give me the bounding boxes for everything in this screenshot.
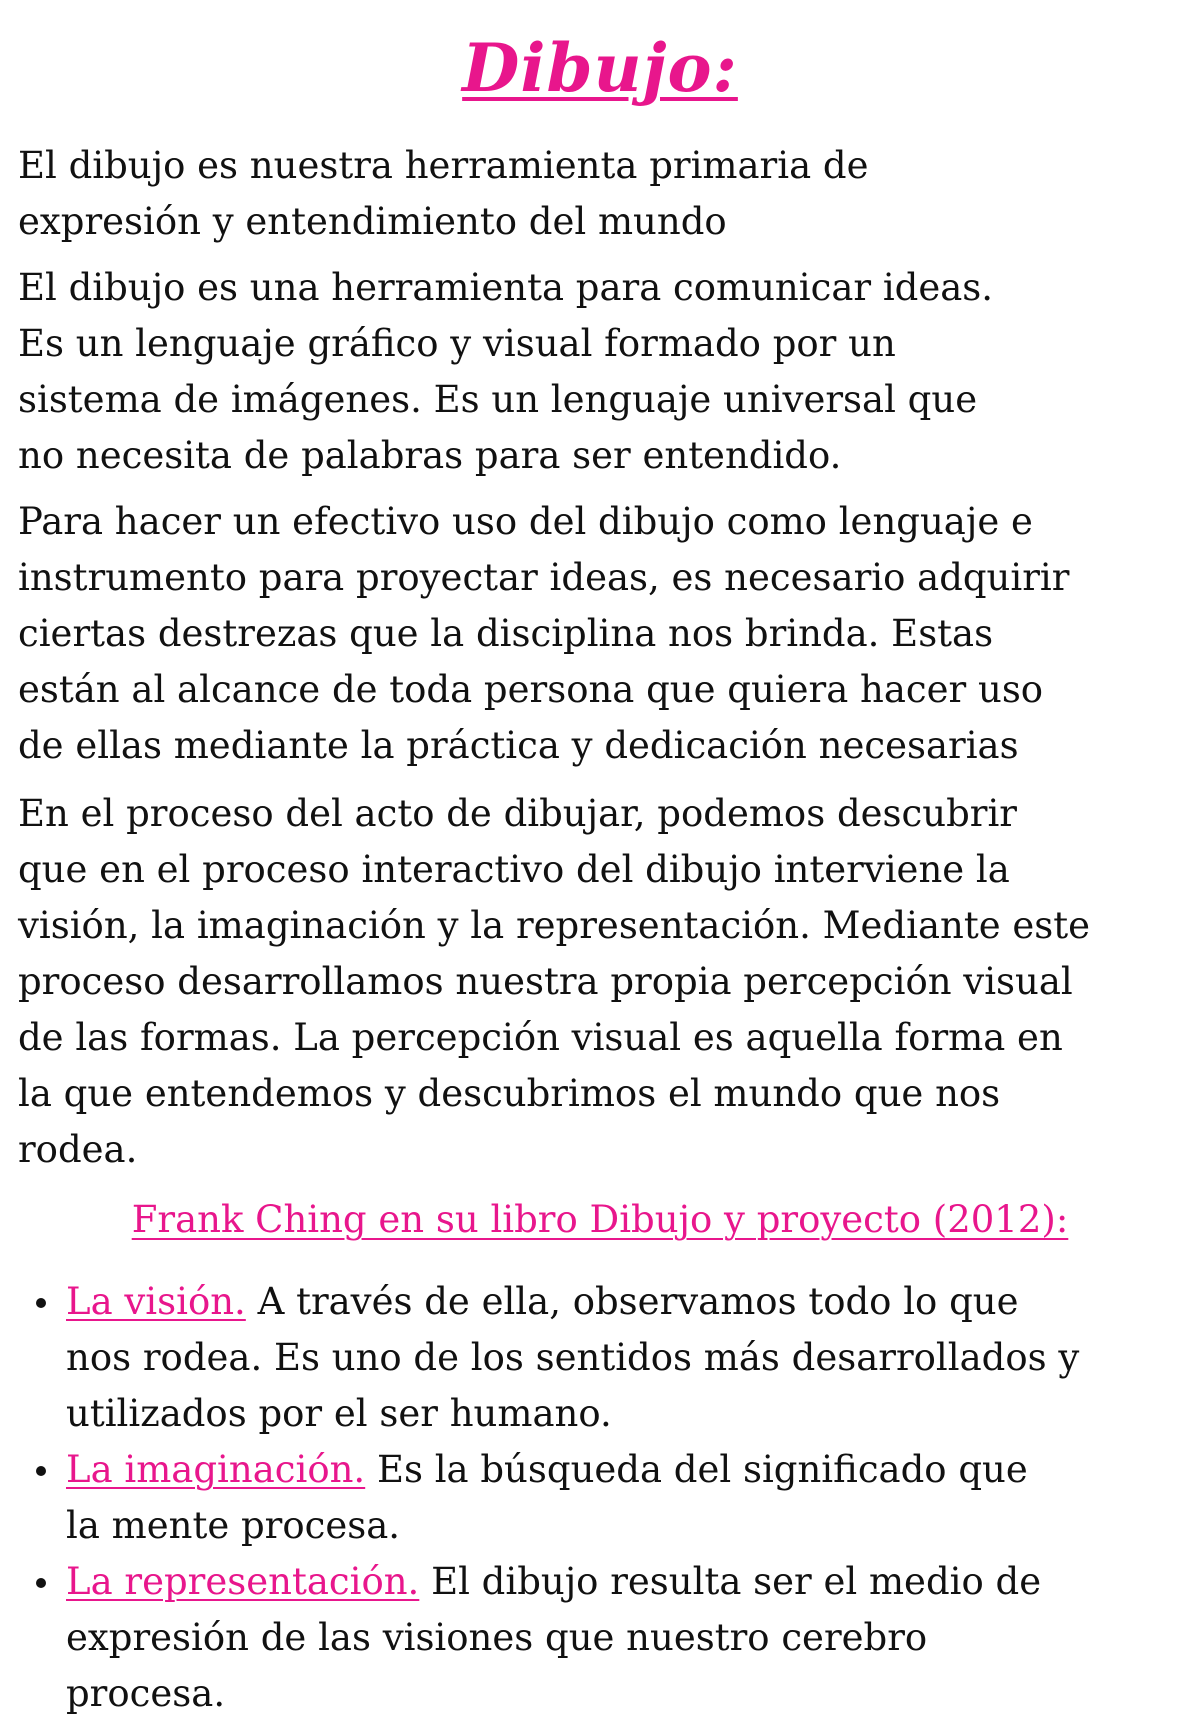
definition-imagination: Es la búsqueda del significado que la mente procesa. [66, 1448, 1028, 1547]
bullet-icon [36, 1578, 46, 1588]
term-vision: La visión. [66, 1280, 246, 1323]
paragraph-skills: Para hacer un efectivo uso del dibujo como lenguaje e instrumento para proyectar ideas, es necesario adquirir ciertas destrezas que la disciplina nos brinda. Estas están al alcance de toda persona que quiera hacer uso de ellas mediante la práctica y dedicación necesarias [18, 500, 1070, 767]
term-imagination: La imaginación. [66, 1448, 366, 1491]
section-subtitle: Frank Ching en su libro Dibujo y proyecto (2012): [131, 1198, 1069, 1241]
paragraph-definition: El dibujo es nuestra herramienta primaria de expresión y entendimiento del mundo [18, 144, 869, 243]
definition-vision: A través de ella, observamos todo lo que nos rodea. Es uno de los sentidos más desarrollados y utilizados por el ser humano. [66, 1280, 1080, 1435]
list-item-representation [66, 1554, 1186, 1722]
term-representation: La representación. [66, 1560, 420, 1603]
list-item-vision [66, 1274, 1186, 1442]
bullet-icon [36, 1466, 46, 1476]
bullet-icon [36, 1298, 46, 1308]
page-title: Dibujo: [462, 29, 738, 107]
list-item-imagination [66, 1442, 1186, 1554]
definition-representation: El dibujo resulta ser el medio de expresión de las visiones que nuestro cerebro procesa. [66, 1560, 1042, 1715]
paragraph-communication: El dibujo es una herramienta para comunicar ideas. Es un lenguaje gráfico y visual formado por un sistema de imágenes. Es un lenguaje universal que no necesita de palabras para ser entendido. [18, 266, 994, 477]
paragraph-process: En el proceso del acto de dibujar, podemos descubrir que en el proceso interactivo del dibujo interviene la visión, la imaginación y la representación. Mediante este proceso desarrollamos nuestra propia percepción visual de las formas. La percepción visual es aquella forma en la que entendemos y descubrimos el mundo que nos rodea. [18, 792, 1091, 1171]
concept-list [18, 1274, 1186, 1722]
